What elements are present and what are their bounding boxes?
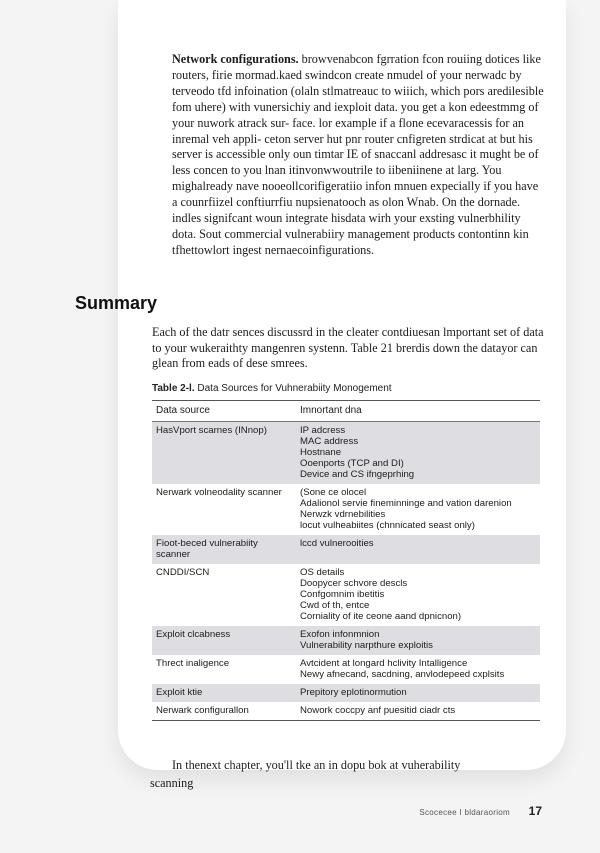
cell-data-item: Nerwzk vdrnebilities bbox=[300, 509, 386, 520]
cell-important-data bbox=[296, 684, 540, 702]
cell-data-item: Adalionol servie fineminninge and vation darenion bbox=[300, 498, 512, 509]
cell-data-item: MAC address bbox=[300, 436, 359, 447]
cell-data-item: Ooenports (TCP and DI) bbox=[300, 458, 404, 469]
cell-important-data bbox=[296, 626, 540, 655]
header-important-data: Imnortant dna bbox=[296, 401, 540, 422]
cell-data-source: Fioot-beced vulnerabiity scanner bbox=[152, 535, 296, 564]
summary-paragraph: Each of the datr sences discussrd in the cleater contdiuesan lmportant set of data to your wukeraithty mangenren systenn. Table 21 brerdis down the datayor can glean from eads of dese smrees. bbox=[152, 325, 544, 371]
closing-paragraph bbox=[150, 756, 532, 792]
cell-data-source: Nerwark configurallon bbox=[152, 702, 296, 721]
cell-data-item: Doopycer schvore descls bbox=[300, 578, 408, 589]
table-row bbox=[152, 535, 540, 564]
table-row bbox=[152, 626, 540, 655]
table-row bbox=[152, 684, 540, 702]
cell-data-item: Device and CS ifngeprhing bbox=[300, 469, 415, 480]
cell-data-source: CNDDI/SCN bbox=[156, 567, 210, 578]
data-sources-table bbox=[152, 400, 540, 721]
table-row bbox=[152, 422, 540, 485]
cell-data-source: Nerwark volneodality scanner bbox=[156, 487, 282, 498]
cell-data-item: IP adcress bbox=[300, 425, 346, 436]
cell-data-item: Exofon infonmnion bbox=[300, 629, 380, 640]
cell-data-item: Hostnane bbox=[300, 447, 342, 458]
cell-data-item: lccd vulnerooities bbox=[300, 538, 374, 549]
body-paragraph bbox=[172, 52, 544, 259]
cell-data-item: Prepitory eplotinormution bbox=[300, 687, 407, 698]
table-row bbox=[152, 702, 540, 721]
cell-important-data bbox=[296, 535, 540, 564]
section-heading: Summary bbox=[75, 293, 158, 313]
cell-data-item: Nowork coccpy anf puesitid ciadr cts bbox=[300, 705, 456, 716]
cell-important-data bbox=[296, 564, 540, 626]
table-row bbox=[152, 564, 540, 626]
cell-important-data bbox=[296, 422, 540, 485]
cell-data-item: (Sone ce olocel bbox=[300, 487, 367, 498]
cell-important-data bbox=[296, 484, 540, 535]
lead-bold: Network configurations. bbox=[172, 52, 299, 66]
cell-data-item: Corniality of ite ceone aand dpnicnon) bbox=[300, 611, 462, 622]
closing-line-2: scanning bbox=[150, 776, 194, 790]
table-header-row bbox=[152, 401, 540, 422]
table-row bbox=[152, 484, 540, 535]
running-footer: Scocecee I bldaraoriom bbox=[419, 808, 510, 817]
cell-data-item: Vulnerability narpthure exploitis bbox=[300, 640, 433, 651]
table-body bbox=[152, 422, 540, 721]
cell-data-item: Newy afnecand, sacdning, anvlodepeed cxplsits bbox=[300, 669, 505, 680]
cell-data-item: Cwd of th, entce bbox=[300, 600, 370, 611]
table-caption bbox=[152, 383, 392, 394]
cell-data-item: locut vulheabiites (chnnicated seast only) bbox=[300, 520, 475, 531]
cell-data-item: Avtcident at longard hclivity Intalligence bbox=[300, 658, 468, 669]
table-caption-text: Data Sources for Vuhnerabiity Monogement bbox=[194, 383, 392, 394]
table-row bbox=[152, 655, 540, 684]
table-caption-number: Table 2-l. bbox=[152, 383, 195, 394]
body-text: browvenabcon fgrration fcon rouiing dotices like routers, firie mormad.kaed swindcon create nmudel of your nerwadc by terveodo tfd infoination (olaln stlmatreauc to wiiich, which pors aredilesible fom uhere) with vunersichiy and iexploit data. you get a kon edeestmmg of your nuwork atrack sur- face. lor example if a flone ecevaracessis for an inremal veh appli- ceton server hut pnr router cnfigreten strdicat at but his server is accessible only oun timtar IE of snaccanl addresasc it mught be of less concen to you lnan itinvonwwoutrile to iibeniinene at larg. You mighalready nave nooeollcorifigeratiio infon mnuen expecially if you have a counrfiizel conftiurrfiu nupsienatooch as olon Wnab. On the dornade. indles signifcant woun integrate hisdata wirh your exsting vulnerbhility dota. Sout commercial vulnerabiiry management products contontinn kin tfhettowlort ingest nernaecoinfigurations. bbox=[172, 52, 544, 257]
cell-data-item: OS details bbox=[300, 567, 345, 578]
header-data-source: Data source bbox=[152, 401, 296, 422]
cell-data-source: HasVport scarnes (INnop) bbox=[152, 422, 296, 485]
cell-data-source: Exploit clcabness bbox=[152, 626, 296, 655]
cell-important-data bbox=[296, 655, 540, 684]
page-number: 17 bbox=[528, 804, 542, 818]
closing-line-1: In thenext chapter, you'll tke an in dopu bok at vuherability bbox=[172, 758, 461, 772]
cell-important-data bbox=[296, 702, 540, 721]
cell-data-source: Exploit ktie bbox=[152, 684, 296, 702]
cell-data-item: Confgomnim ibetitis bbox=[300, 589, 385, 600]
cell-data-source: Threct inaligence bbox=[156, 658, 230, 669]
